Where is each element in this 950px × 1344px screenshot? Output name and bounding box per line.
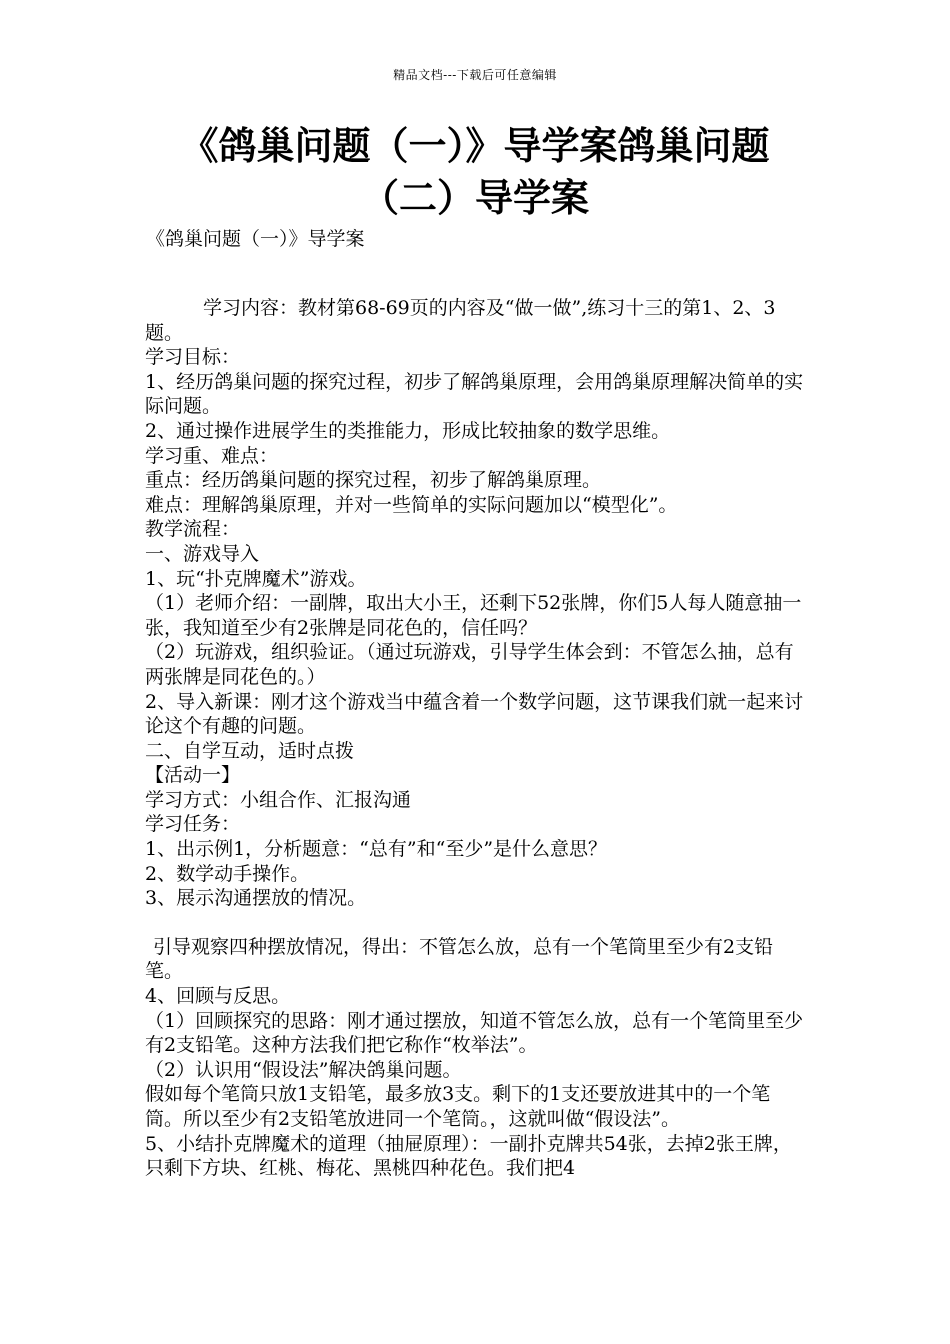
heading-self-study: 二、自学互动，适时点拨 [145, 739, 355, 762]
paragraph-teacher-intro: （1）老师介绍：一副牌，取出大小王，还剩下52张牌，你们5人每人随意抽一张，我知道至少有2张牌是同花色的，信任吗？ [145, 592, 802, 639]
paragraph-summary: 5、小结扑克牌魔术的道理（抽屉原理）：一副扑克牌共54张，去掉2张王牌，只剩下方块、红桃、梅花、黑桃四种花色。我们把4 [145, 1132, 792, 1180]
paragraph-goal-2: 2、通过操作进展学生的类推能力，形成比较抽象的数学思维。 [145, 419, 671, 442]
paragraph-observe: 引导观察四种摆放情况，得出：不管怎么放，总有一个笔筒里至少有2支铅笔。 [145, 935, 774, 983]
heading-teaching-flow: 教学流程： [145, 518, 241, 541]
heading-study-tasks: 学习任务： [145, 813, 241, 836]
paragraph-assumption: 假如每个笔筒只放1支铅笔，最多放3支。剩下的1支还要放进其中的一个笔筒。所以至少有2支铅笔放进同一个笔筒。，这就叫做“假设法”。 [145, 1083, 771, 1130]
paragraph-task-1: 1、出示例1，分析题意：“总有”和“至少”是什么意思？ [145, 838, 608, 861]
title-line-2: （二）导学案 [360, 176, 589, 220]
paragraph-review-2: （2）认识用“假设法”解决鸽巢问题。 [145, 1058, 462, 1081]
paragraph-play-game: （2）玩游戏，组织验证。（通过玩游戏，引导学生体会到：不管怎么抽，总有两张牌是同花色的。） [145, 641, 794, 688]
paragraph-review: 4、回顾与反思。 [145, 985, 291, 1008]
title-line-1: 《鸽巢问题（一）》导学案鸽巢问题 [180, 124, 770, 168]
page-header: 精品文档---下载后可任意编辑 [393, 68, 557, 82]
heading-study-goals: 学习目标： [145, 346, 241, 369]
paragraph-new-lesson: 2、导入新课：刚才这个游戏当中蕴含着一个数学问题，这节课我们就一起来讨论这个有趣的问题。 [145, 690, 804, 738]
paragraph-difficult-point: 难点：理解鸽巢原理，并对一些简单的实际问题加以“模型化”。 [145, 493, 678, 516]
paragraph-task-3: 3、展示沟通摆放的情况。 [145, 887, 367, 910]
heading-key-points: 学习重、难点： [145, 444, 279, 467]
paragraph-study-method: 学习方式：小组合作、汇报沟通 [145, 788, 412, 811]
paragraph-task-2: 2、数学动手操作。 [145, 862, 310, 885]
paragraph-study-content: 学习内容：教材第68-69页的内容及“做一做”,练习十三的第1、2、3题。 [145, 297, 776, 344]
paragraph-review-1: （1）回顾探究的思路：刚才通过摆放，知道不管怎么放，总有一个笔筒里至少有2支铅笔。这种方法我们把它称作“枚举法”。 [145, 1009, 804, 1057]
document-subtitle: 《鸽巢问题（一）》导学案 [146, 228, 365, 250]
paragraph-key-point: 重点：经历鸽巢问题的探究过程，初步了解鸽巢原理。 [145, 469, 602, 492]
paragraph-goal-1: 1、经历鸽巢问题的探究过程，初步了解鸽巢原理，会用鸽巢原理解决简单的实际问题。 [145, 370, 804, 418]
document-body [145, 296, 807, 1181]
heading-activity-one: 【活动一】 [145, 764, 241, 787]
document-title [0, 120, 950, 224]
heading-game-intro: 一、游戏导入 [145, 542, 260, 565]
paragraph-card-game: 1、玩“扑克牌魔术”游戏。 [145, 567, 367, 590]
